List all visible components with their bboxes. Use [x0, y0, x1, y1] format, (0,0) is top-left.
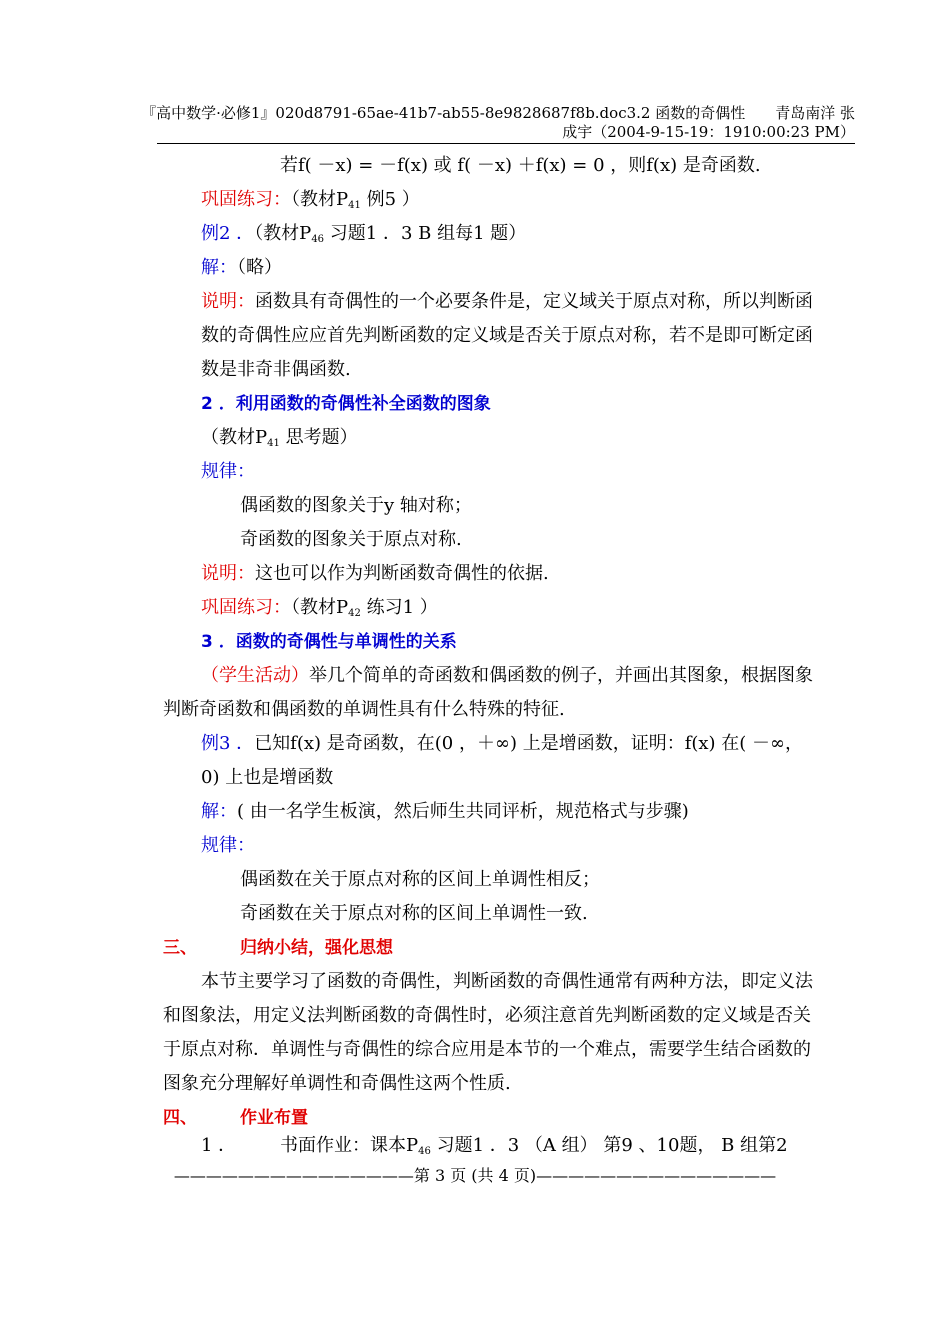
rule-2-odd: 奇函数在关于原点对称的区间上单调性一致. [240, 903, 588, 924]
practice-1: 巩固练习：（教材$P_{41}$ 例5 ） [201, 189, 420, 211]
example-3: 例3 ．已知f(x) 是奇函数，在(0 ，＋∞) 上是增函数，证明：f(x) 在( －∞， [201, 733, 804, 754]
example-2-label: 例2 ． [201, 223, 255, 244]
rule-1-odd: 奇函数的图象关于原点对称. [240, 529, 462, 550]
summary-line-2: 和图象法，用定义法判断函数的奇偶性时，必须注意首先判断函数的定义域是否关 [163, 1005, 811, 1026]
part-4-title: 作业布置 [240, 1108, 308, 1128]
practice-2: 巩固练习：（教材$P_{42}$ 练习1 ） [201, 597, 438, 619]
header-rule [157, 143, 855, 144]
part-4-number: 四、 [163, 1108, 197, 1128]
section-3-heading: 3 ．函数的奇偶性与单调性的关系 [201, 632, 457, 652]
practice-1-label: 巩固练习： [201, 189, 291, 210]
example-2: 例2 ．（教材$P_{46}$ 习题1 ．3 B 组每1 题） [201, 223, 527, 245]
summary-line-1: 本节主要学习了函数的奇偶性，判断函数的奇偶性通常有两种方法，即定义法 [201, 971, 813, 992]
solution-3-label: 解： [201, 801, 237, 822]
summary-line-3: 于原点对称．单调性与奇偶性的综合应用是本节的一个难点，需要学生结合函数的 [163, 1039, 811, 1060]
header-line-2: 成宇（2004-9-15-19：1910:00:23 PM） [562, 123, 855, 141]
practice-2-label: 巩固练习： [201, 597, 291, 618]
example-3-line-2: 0) 上也是增函数 [201, 767, 334, 788]
section-2-reference: （教材$P_{41}$ 思考题） [201, 427, 358, 449]
summary-line-4: 图象充分理解好单调性和奇偶性这两个性质. [163, 1073, 511, 1094]
rule-2-even: 偶函数在关于原点对称的区间上单调性相反； [240, 869, 600, 890]
student-activity: （学生活动）举几个简单的奇函数和偶函数的例子，并画出其图象，根据图象 [201, 665, 813, 686]
page-footer: ———————————————第 3 页 (共 4 页)——————————————— [173, 1166, 777, 1185]
note-1-line-3: 数是非奇非偶函数. [201, 359, 351, 380]
student-activity-line-2: 判断奇函数和偶函数的单调性具有什么特殊的特征. [163, 699, 565, 720]
part-3-title: 归纳小结，强化思想 [240, 938, 393, 958]
rule-1-even: 偶函数的图象关于y 轴对称； [240, 495, 472, 516]
note-1-label: 说明： [201, 291, 255, 312]
solution-2: 解：（略） [201, 257, 282, 278]
part-3-number: 三、 [163, 938, 197, 958]
rule-1-label: 规律： [201, 461, 255, 482]
student-activity-label: （学生活动） [201, 665, 309, 686]
header-line-1: 『高中数学·必修1』020d8791-65ae-41b7-ab55-8e9828687f8b.doc3.2 函数的奇偶性 青岛南洋 张 [141, 104, 855, 122]
homework-1-number: 1 ． [201, 1135, 237, 1156]
solution-3: 解：( 由一名学生板演，然后师生共同评析，规范格式与步骤) [201, 801, 689, 822]
homework-1: 书面作业：课本$P_{46}$ 习题1 ．3 （A 组） 第9 、10题， B 组第2 [280, 1135, 788, 1157]
note-1: 说明：函数具有奇偶性的一个必要条件是，定义域关于原点对称，所以判断函 [201, 291, 813, 312]
example-3-label: 例3 ． [201, 733, 255, 754]
note-2: 说明：这也可以作为判断函数奇偶性的依据. [201, 563, 549, 584]
note-2-label: 说明： [201, 563, 255, 584]
section-2-heading: 2 ．利用函数的奇偶性补全函数的图象 [201, 394, 491, 414]
note-1-line-2: 数的奇偶性应应首先判断函数的定义域是否关于原点对称，若不是即可断定函 [201, 325, 813, 346]
solution-2-label: 解： [201, 257, 237, 278]
rule-2-label: 规律： [201, 835, 255, 856]
odd-function-formula: 若f( －x) = －f(x) 或 f( －x) ＋f(x) = 0 ，则f(x) 是奇函数. [280, 155, 761, 176]
